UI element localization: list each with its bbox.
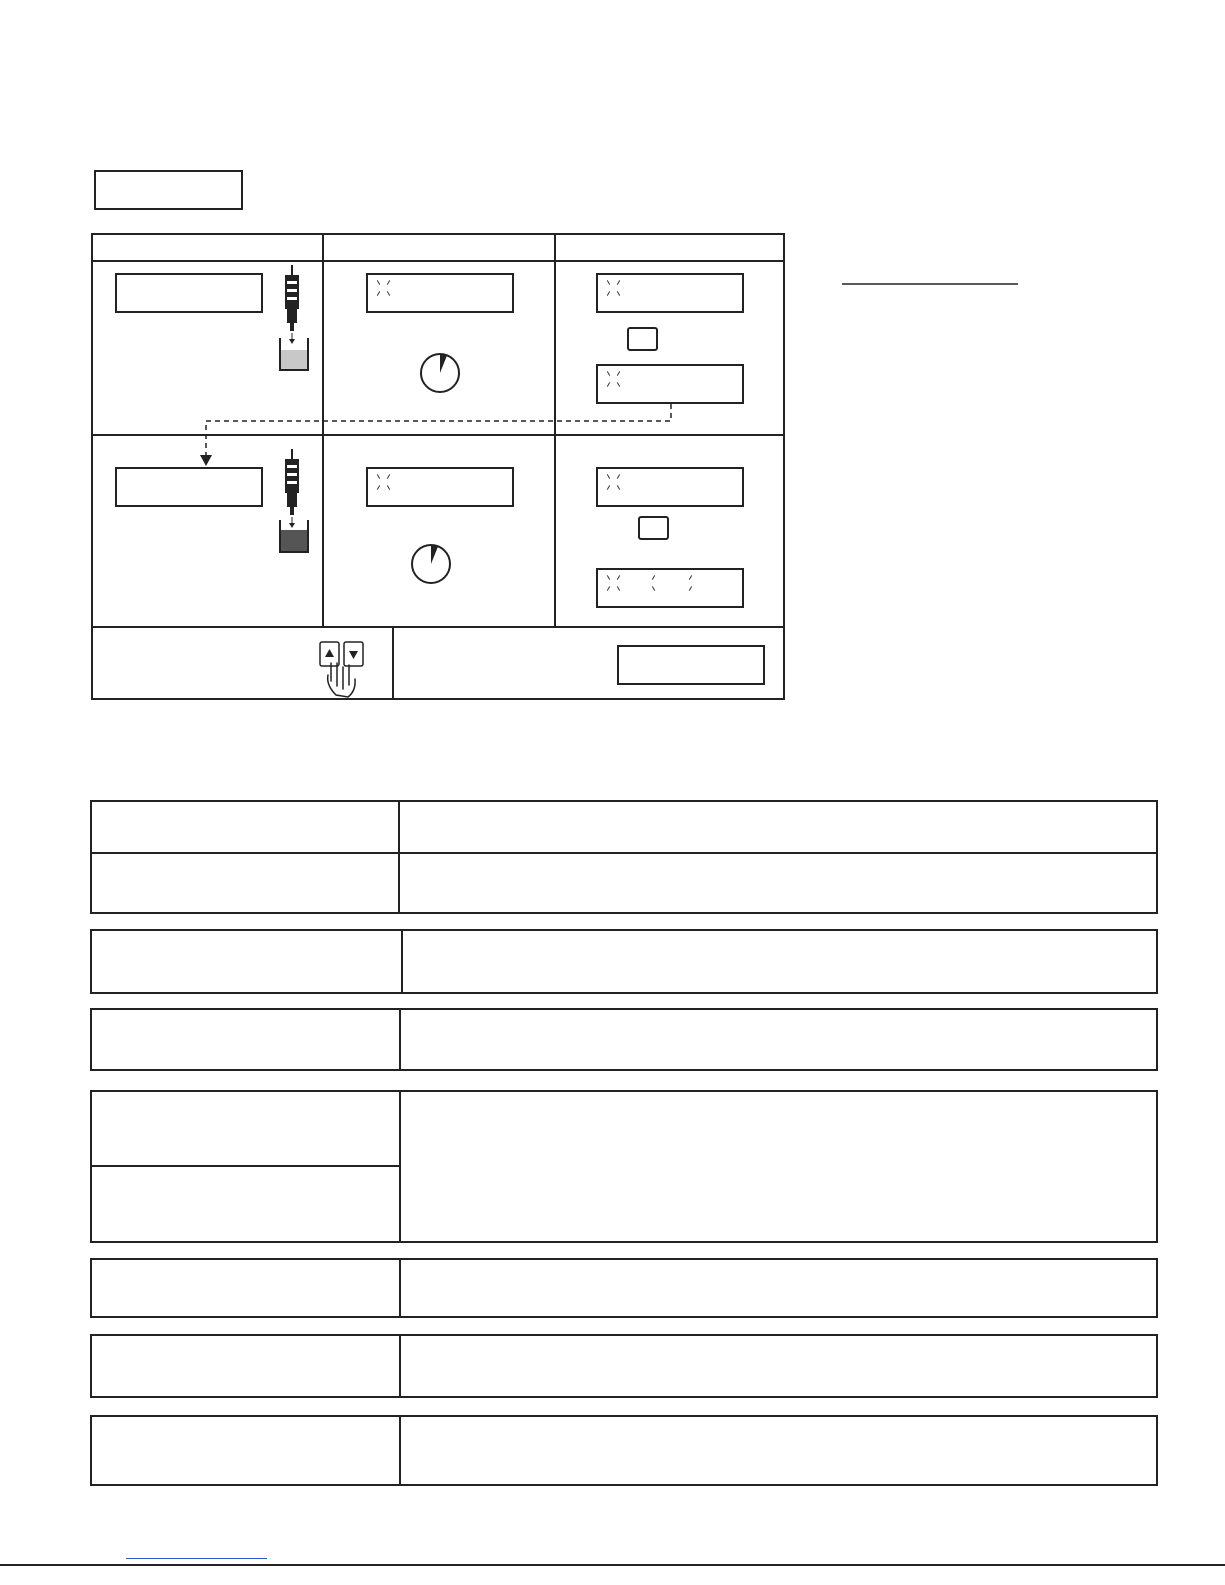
beaker-dark-icon bbox=[279, 520, 311, 554]
table-row bbox=[90, 1258, 1158, 1318]
table-row bbox=[90, 1008, 1158, 1071]
table-row bbox=[90, 1334, 1158, 1398]
confirm-key-row1[interactable] bbox=[627, 327, 658, 351]
footer-link[interactable] bbox=[126, 1540, 267, 1560]
lcd-display-row1-right-top bbox=[596, 273, 744, 313]
lcd-display-row2-right-top bbox=[596, 467, 744, 507]
lcd-display-result bbox=[617, 645, 765, 685]
lcd-display-row1-right-bottom bbox=[596, 364, 744, 404]
lcd-display-row2-left bbox=[115, 467, 263, 507]
timer-icon bbox=[419, 350, 461, 396]
lcd-display-row1-left bbox=[115, 273, 263, 313]
table-row bbox=[90, 1090, 1158, 1243]
table-row bbox=[90, 800, 1158, 914]
lcd-display-row1-middle bbox=[366, 273, 514, 313]
table-row bbox=[90, 1415, 1158, 1486]
lcd-display-row2-right-bottom bbox=[596, 568, 744, 608]
page-bottom-rule bbox=[0, 1564, 1225, 1566]
timer-icon bbox=[410, 541, 452, 587]
lcd-display-row2-middle bbox=[366, 467, 514, 507]
beaker-light-icon bbox=[279, 338, 311, 372]
table-row bbox=[90, 929, 1158, 994]
confirm-key-row2[interactable] bbox=[638, 516, 669, 540]
up-down-keys-icon[interactable] bbox=[318, 641, 368, 699]
